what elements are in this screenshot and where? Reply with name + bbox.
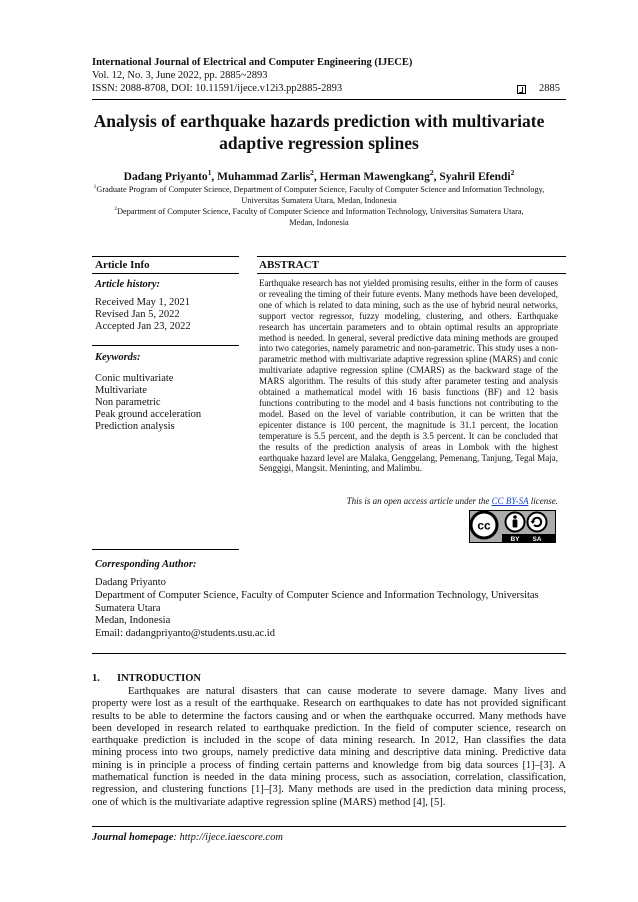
list-item: Received May 1, 2021 [95,297,191,308]
affiliation-2: $^2$Department of Computer Science, Faculty of Computer Science and Information Technology, Universitas Sumatera Utara, Medan, Indonesia [114,206,524,227]
svg-text:BY: BY [510,536,520,543]
history-heading: Article history: [95,279,161,290]
intro-line: mathematical function is needed in the data mining process, such as association, correlation, classification, [92,772,566,784]
paper-title [70,110,568,154]
corresponding-city: Medan, Indonesia [95,615,171,627]
abstract-top-rule [257,256,566,257]
cc-by-sa-icon[interactable] [469,510,556,543]
intro-line: mining process into two groups, namely predictive data mining and descriptive data mining. Predictive data [92,747,566,759]
affiliation-1: $^1$Graduate Program of Computer Science, Department of Computer Science, Faculty of Computer Science and Information Technology, Universitas Sumatera Utara, Medan, Indonesia [93,184,545,205]
title-line-1: Analysis of earthquake hazards prediction with multivariate [93,111,545,131]
info-top-rule [92,256,239,257]
list-item: Conic multivariate [95,373,174,384]
list-item: Multivariate [95,385,147,396]
open-access-note: This is an open access article under the CC BY-SA license. [346,496,558,506]
author: Syahril Efendi$^2$ [439,168,515,183]
history-rule [92,345,239,346]
intro-line: earthquake prediction is included in the scope of data mining research. In 2012, Han classifies the data [92,735,566,747]
author: Herman Mawengkang$^2$, [319,168,440,183]
title-line-2: adaptive regression splines [219,133,419,153]
intro-line: been developed in research related to earthquake prediction. In the field of computer science, research on [92,722,566,734]
author: Muhammad Zarlis$^2$, [217,168,320,183]
keywords-list [95,373,201,433]
author-list [70,168,568,183]
abstract-text: Earthquake research has not yielded promising results, either in the form of causes or revealing the timing of their future events. Many methods have been developed, one of which is related to data mining, such as the use of hybrid neural networks, support vector regressor, fuzzy modeling, clustering, and others. Earthquake research has uncertain parameters and to obtain optimal results an appropriate method is needed. In general, several predictive data mining methods are grouped into two categories, namely parametric and non-parametric. This study uses a non-parametric method with multivariate adaptive regression spline (MARS) and conic multivariate adaptive regression spline (CMARS) as the backward stage of the MARS algorithm. The results of this study after parameter testing and analysis obtained a mathematical model with 16 basis functions (BF) and 12 basis functions contributing to the model and 4 basis functions not contributing to the model. Based on the level of variable contribution, it can be written that the epicenter distance is 100 percent, the magnitude is 31.1 percent, the location temperature is 5.5 percent, and the depth is 3.5 percent. It can be concluded that the results of the prediction analysis of areas in Lombok with the highest earthquake hazard level are Malaka, Genggelang, Pemenang, Tanjung, Tegal Maja, Senggigi, Mangsit. Meninting, and Malimbu. [259,278,558,474]
page-number: 2885 [539,83,560,94]
intro-paragraph [92,686,566,809]
journal-name: International Journal of Electrical and Computer Engineering (IJECE) [92,57,413,68]
author: Dadang Priyanto$^1$, [123,168,218,183]
corresponding-bottom-rule [92,653,566,654]
list-item: Prediction analysis [95,421,175,432]
intro-line: results to be able to determine the factors causing and or when the earthquake occurred. Many methods have [92,710,566,722]
corresponding-details [95,577,565,641]
issn-doi: ISSN: 2088-8708, DOI: 10.11591/ijece.v12i3.pp2885-2893 [92,83,343,94]
keywords-rule [92,549,239,550]
svg-text:SA: SA [532,536,542,543]
svg-text:cc: cc [477,518,491,533]
footer-rule [92,826,566,827]
corresponding-name: Dadang Priyanto [95,577,166,588]
keywords-heading: Keywords: [95,352,141,363]
volume-info: Vol. 12, No. 3, June 2022, pp. 2885~2893 [92,70,268,81]
header-rule [92,99,566,100]
abstract-heading-rule [257,273,566,274]
article-info-heading: Article Info [95,259,150,271]
intro-heading: INTRODUCTION [117,673,202,684]
list-item: Peak ground acceleration [95,409,202,420]
list-item: Accepted Jan 23, 2022 [95,321,191,332]
abstract-heading: ABSTRACT [259,259,319,271]
corresponding-email: Email: dadangpriyanto@students.usu.ac.id [95,628,275,640]
homepage-label: Journal homepage [92,832,174,843]
history-list [95,297,191,333]
license-link[interactable]: CC BY-SA [491,496,529,506]
intro-line: one of which is the multivariate adaptive regression spline (MARS) method [4], [5]. [92,796,446,808]
intro-line: regression, and clustering functions [1]–[3]. Many methods are used in the prediction data mining process, [92,784,566,796]
intro-number: 1. [92,673,100,684]
corresponding-dept-cont: Sumatera Utara [95,602,161,614]
intro-line: Earthquakes are natural disasters that can cause moderate to severe damage. Many lives and [128,686,566,697]
homepage-url[interactable]: : http://ijece.iaescore.com [173,832,283,843]
list-item: Revised Jan 5, 2022 [95,309,180,320]
corresponding-dept: Department of Computer Science, Faculty of Computer Science and Information Technology, Universitas [95,589,539,601]
intro-line: property were lost as a result of the earthquake. Research on earthquakes to date has not provided significant [92,698,566,710]
intro-line: mining is in principle a process of finding certain patterns and knowledge from big data sources [1]–[3]. A [92,759,566,771]
corresponding-heading: Corresponding Author: [95,559,197,570]
journal-homepage [92,832,283,843]
info-heading-rule [92,273,239,274]
checkbox-icon [517,85,526,94]
list-item: Non parametric [95,397,161,408]
